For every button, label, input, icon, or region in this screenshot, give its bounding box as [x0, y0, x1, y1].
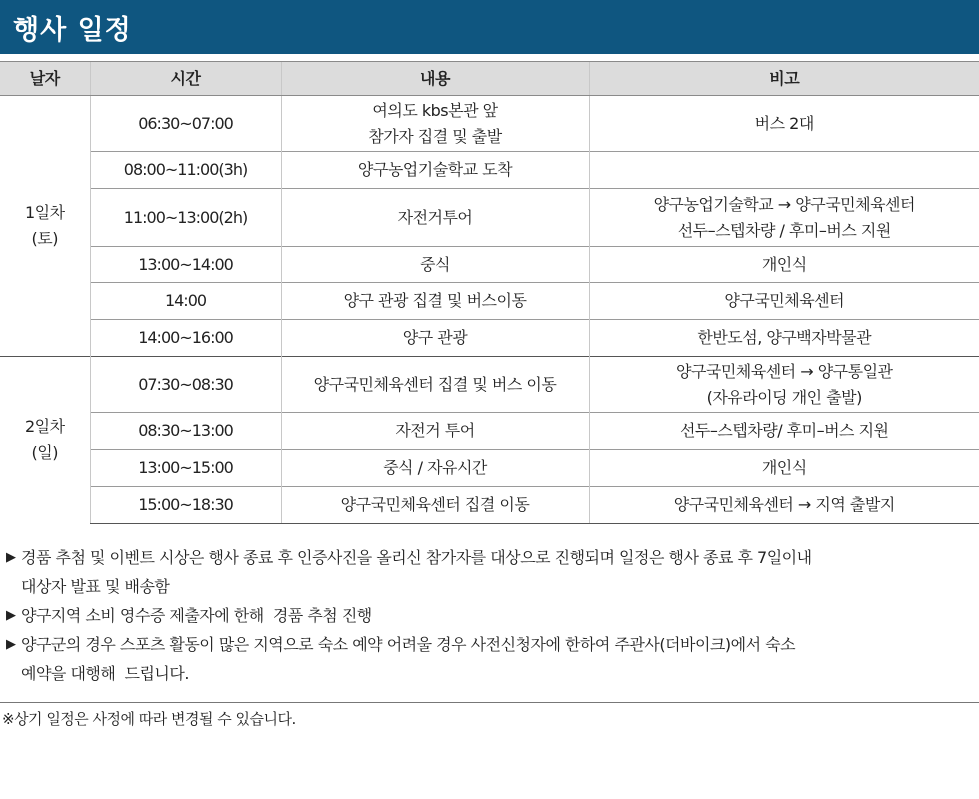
note-cell: 양구국민체육센터 → 지역 출발지 [589, 487, 979, 524]
day-cell [0, 357, 90, 524]
time-cell: 13:00~15:00 [90, 450, 281, 487]
content-cell [281, 96, 589, 152]
note-cell [589, 152, 979, 189]
content-cell: 양구국민체육센터 집결 및 버스 이동 [281, 357, 589, 413]
content-cell: 양구국민체육센터 집결 이동 [281, 487, 589, 524]
page-title: 행사 일정 [13, 15, 132, 46]
content-cell: 중식 [281, 247, 589, 283]
table-row [0, 189, 979, 247]
table-header-row [0, 62, 979, 96]
content-cell: 양구농업기술학교 도착 [281, 152, 589, 189]
table-row [0, 247, 979, 283]
table-row [0, 96, 979, 152]
triangle-bullet-icon: ▶ [6, 608, 16, 623]
note-text [21, 543, 971, 601]
triangle-bullet-icon: ▶ [6, 637, 16, 652]
time-cell: 14:00~16:00 [90, 320, 281, 357]
column-header-time: 시간 [90, 62, 281, 96]
note-line: 대상자 발표 및 배송함 [21, 577, 170, 596]
note-cell: 양구국민체육센터 [589, 283, 979, 320]
note-line: 예약을 대행해 드립니다. [21, 664, 189, 683]
day-cell [0, 96, 90, 357]
time-cell: 13:00~14:00 [90, 247, 281, 283]
page-header [0, 0, 979, 54]
schedule-table [0, 61, 979, 524]
note-cell [589, 357, 979, 413]
notes-section [6, 543, 971, 688]
table-row [0, 357, 979, 413]
note-line: 양구지역 소비 영수증 제출자에 한해 경품 추첨 진행 [21, 606, 372, 625]
note-item [6, 543, 971, 601]
note-line: 선두–스텝차량 / 후미–버스 지원 [677, 220, 891, 240]
time-cell: 06:30~07:00 [90, 96, 281, 152]
note-cell: 개인식 [589, 450, 979, 487]
time-cell: 14:00 [90, 283, 281, 320]
time-cell: 08:00~11:00(3h) [90, 152, 281, 189]
disclaimer-text: ※상기 일정은 사정에 따라 변경될 수 있습니다. [2, 710, 296, 728]
table-row [0, 152, 979, 189]
time-cell: 11:00~13:00(2h) [90, 189, 281, 247]
column-header-note: 비고 [589, 62, 979, 96]
time-cell: 07:30~08:30 [90, 357, 281, 413]
time-cell: 15:00~18:30 [90, 487, 281, 524]
weekday-label: (토) [31, 229, 58, 248]
column-header-content: 내용 [281, 62, 589, 96]
content-line: 참가자 집결 및 출발 [368, 126, 502, 146]
note-item [6, 601, 971, 630]
note-line: 양구군의 경우 스포츠 활동이 많은 지역으로 숙소 예약 어려울 경우 사전신청자에 한하여 주관사(더바이크)에서 숙소 [21, 635, 796, 654]
note-text [21, 630, 971, 688]
day-label: 2일차 [24, 417, 65, 437]
table-row [0, 450, 979, 487]
table-row [0, 487, 979, 524]
time-cell: 08:30~13:00 [90, 413, 281, 450]
content-line: 여의도 kbs본관 앞 [372, 100, 498, 120]
note-cell [589, 189, 979, 247]
content-cell: 중식 / 자유시간 [281, 450, 589, 487]
note-line: 경품 추첨 및 이벤트 시상은 행사 종료 후 인증사진을 올리신 참가자를 대상으로 진행되며 일정은 행사 종료 후 7일이내 [21, 548, 812, 567]
note-line: (자유라이딩 개인 출발) [706, 387, 862, 407]
note-cell: 한반도섬, 양구백자박물관 [589, 320, 979, 357]
divider [0, 702, 979, 703]
weekday-label: (일) [31, 443, 58, 463]
content-cell: 양구 관광 [281, 320, 589, 357]
note-line: 양구국민체육센터 → 양구통일관 [675, 361, 893, 381]
note-cell: 버스 2대 [589, 96, 979, 152]
note-cell: 선두–스텝차량/ 후미–버스 지원 [589, 413, 979, 450]
content-cell: 양구 관광 집결 및 버스이동 [281, 283, 589, 320]
table-row [0, 413, 979, 450]
triangle-bullet-icon: ▶ [6, 550, 16, 565]
content-cell: 자전거투어 [281, 189, 589, 247]
content-cell: 자전거 투어 [281, 413, 589, 450]
note-line: 양구농업기술학교 → 양구국민체육센터 [653, 194, 915, 214]
column-header-date: 날자 [0, 62, 90, 96]
table-row [0, 320, 979, 357]
note-item [6, 630, 971, 688]
note-cell: 개인식 [589, 247, 979, 283]
table-row [0, 283, 979, 320]
note-text [21, 601, 971, 630]
day-label: 1일차 [24, 203, 65, 222]
